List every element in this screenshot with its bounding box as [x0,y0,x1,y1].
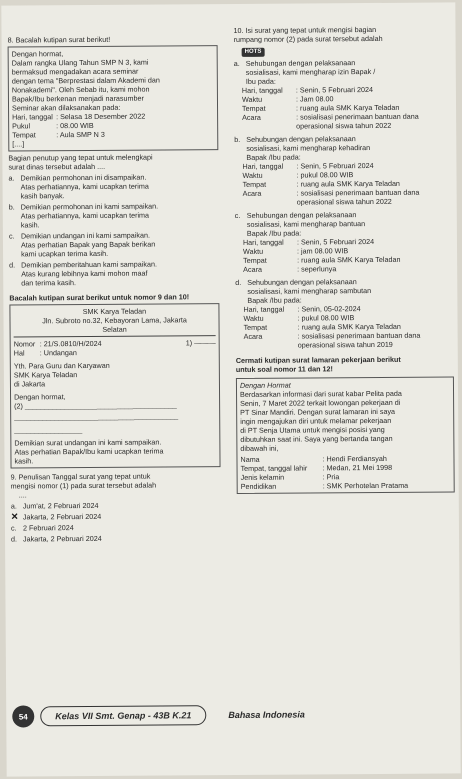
detail-row [241,480,451,490]
option-letter [234,77,246,86]
q9-letter-box [9,303,220,468]
q9-school-name: SMK Karya Teladan [82,306,147,317]
option-details [235,236,453,274]
option-item [11,533,221,543]
option-letter [9,240,21,249]
detail-key: Acara [243,331,263,341]
title-line: Cermati kutipan surat lamaran pekerjaan berikut [235,354,401,365]
q11-title [236,354,454,374]
q9-greeting: Dengan hormat, [14,392,66,402]
letter-line: bermaksud mengadakan acara seminar [11,66,139,77]
detail-key: Tempat [12,130,36,140]
option-text: Atas kurang lebihnya kami mohon maaf [21,268,148,279]
option-text: Atas perhatiannya, kami ucapkan terima [20,210,150,221]
option-details [234,160,452,207]
letter-line: Nonakademi". Oleh Sebab itu, kami mohon [11,84,150,95]
page-number: 54 [12,705,34,727]
detail-value: : ruang aula SMK Karya Teladan [296,178,400,189]
detail-value: : ruang aula SMK Karya Teladan [296,102,400,113]
closing-line: Atas perhatian Bapak/Ibu kami ucapkan terima [14,446,164,457]
question-line: rumpang nomor (2) pada surat tersebut adalah [233,33,383,44]
detail-value: : jam 08.00 WIB [297,246,349,256]
option-letter [234,68,246,77]
option-letter: c. [8,231,15,241]
option-text: sosialisasi, kami mengharap bantuan [246,219,366,229]
option-text: kasih. [20,220,40,230]
q11-letter-box [236,376,455,494]
option-text: kami ucapkan terima kasih. [21,248,109,259]
subject-label: Bahasa Indonesia [228,709,305,721]
detail-row [242,111,452,130]
option-text: sosialisasi, kami mengharap kehadiran [246,143,371,153]
question-line: mengisi nomor (1) pada surat tersebut adalah [10,480,157,491]
detail-key: Hari, tanggal [12,112,53,122]
q8-title: 8. Bacalah kutipan surat berikut! [7,34,111,45]
detail-row [12,129,214,139]
worksheet-page [1,2,460,776]
option-letter [9,249,21,258]
detail-value: : sosialisasi penerimaan bantuan dana operasional siswa tahun 2019 [297,330,421,350]
q11-details [240,453,450,490]
option-letter [235,287,247,296]
option-letter: b. [8,202,15,212]
detail-key: Hari, tanggal [242,161,284,171]
q9-meta [14,338,216,357]
detail-key: Waktu [242,170,263,180]
detail-key: Acara [243,264,262,274]
option-text: sosialisasi, kami mengharap izin Bapak / [245,66,376,77]
detail-key: Tempat [242,179,267,189]
option-text: Jakarta, 2 Pebruari 2024 [23,533,102,544]
q10-title [233,24,451,44]
detail-row [243,187,453,206]
detail-value: : Hendi Ferdiansyah [322,453,387,464]
answer-x-mark: ✕ [10,511,19,522]
title-line: untuk soal nomor 11 dan 12! [235,364,333,374]
q9-address-line-1: Jln. Subroto no.32, Kebayoran Lama, Jakarta [42,315,187,326]
letter-line: Dalam rangka Ulang Tahun SMP N 3, kami [11,57,149,68]
q10-hots-badge-row [234,44,452,57]
q10-options [234,57,454,350]
detail-value: : Medan, 21 Mei 1998 [322,462,393,473]
q9-dots: .... [18,490,27,500]
detail-row [243,263,453,273]
option-text: Bapak /Ibu pada: [246,228,302,238]
detail-value: : Senin, 05-02-2024 [297,304,361,314]
option-letter: c. [10,523,17,533]
q9-header-divider [14,335,216,337]
q9-options [11,500,221,543]
q11-body [240,388,450,452]
detail-key: Waktu [243,246,264,256]
option-letter [9,220,21,229]
detail-key: Hari, tanggal [241,85,283,95]
detail-value: : Senin, 5 Februari 2024 [295,85,374,95]
option-letter [9,191,21,200]
q11-greeting: Dengan Hormat [239,380,291,390]
option-text: sosialisasi, kami mengharap sambutan [247,286,372,296]
option-item [234,57,452,131]
option-letter: a. [8,173,15,183]
option-item [11,511,221,521]
body-line: PT Sinar Mandiri. Dengan surat lamaran ini saya [240,406,396,417]
detail-value: : sosialisasi penerimaan bantuan dana operasional siswa tahun 2022 [296,187,420,207]
hots-badge: HOTS [242,48,265,57]
q8-letter-body [12,48,214,112]
page-footer [12,700,452,729]
body-line: dibutuhkan saat ini. Saya yang bertanda tangan [240,433,393,444]
q9-title: Bacalah kutipan surat berikut untuk nomor 9 dan 10! [9,292,190,303]
letter-line: Seminar akan dilaksanakan pada: [11,102,121,113]
option-letter [234,144,246,153]
letter-line: dengan tema "Berprestasi dalam Akademi dan [11,75,160,86]
detail-value: : Senin, 5 Februari 2024 [296,236,375,247]
option-item [235,276,453,350]
option-details [235,303,453,350]
option-letter [9,269,21,278]
option-letter: a. [10,501,17,511]
option-letter: a. [233,58,240,68]
detail-value: : pukul 08.00 WIB [297,313,355,323]
option-item [8,172,218,200]
option-details [234,84,452,131]
detail-row [244,330,454,349]
body-line: di PT Senja Utama untuk mengisi posisi yang [240,424,385,435]
q9-blank-2: (2) ______________________________________ [14,400,177,411]
option-item [11,522,221,532]
body-line: dibawah ini, [240,443,279,453]
detail-value: : sosialisasi penerimaan bantuan dana operasional siswa tahun 2022 [296,111,419,131]
option-letter: d. [235,277,242,287]
option-text: Demikian pemberitahuan kami sampaikan. [21,259,157,270]
right-column [233,24,456,716]
option-text: kasih banyak. [20,191,65,201]
closing-line: kasih. [14,456,34,466]
option-letter: d. [9,260,16,270]
meta-key: Hal [13,348,25,358]
option-line [9,190,219,200]
detail-value: : Pria [322,472,340,482]
recipient-line: SMK Karya Teladan [13,370,78,380]
detail-value: : SMK Perhotelan Pratama [322,480,409,491]
option-text: Atas perhatiannya, kami ucapkan terima [20,181,149,192]
option-text: Demikian permohonan ini kami sampaikan. [20,201,159,212]
q8-options [8,172,219,287]
option-letter: b. [234,134,241,144]
question-line: 10. Isi surat yang tepat untuk mengisi bagian [233,24,377,35]
meta-value: : 21/S.0810/H/2024 [39,338,102,349]
detail-key: Hari, tanggal [242,237,284,247]
option-item [11,500,221,510]
meta-key: Nomor [13,339,36,349]
detail-key: Hari, tanggal [243,304,285,314]
detail-key: Pukul [12,121,31,131]
date-blank-1: 1) ——— [185,338,216,348]
detail-value: : Aula SMP N 3 [56,129,105,140]
option-text: Demikian permohonan ini disampaikan. [20,172,147,183]
option-text: Jakarta, 2 Februari 2024 [22,511,102,522]
q8-details [12,111,214,139]
option-text: Ibu pada: [245,76,276,86]
option-text: Sehubungan dengan pelaksanaan [246,210,357,220]
q9-recipient [14,360,216,388]
q9-blank-line-2: _________________ [14,425,83,435]
book-label: Kelas VII Smt. Genap - 43B K.21 [40,705,206,726]
left-column [8,34,223,725]
q8-question [8,152,218,171]
option-text: dan terima kasih. [21,278,77,288]
option-item [9,259,219,287]
option-text: Bapak /Ibu pada: [247,295,302,305]
option-letter [235,296,247,305]
option-text: Demikian undangan ini kami sampaikan. [20,230,150,241]
option-text: Sehubungan dengan pelaksanaan [246,134,356,144]
q9-question [11,471,221,490]
detail-key: Tempat, tanggal lahir [240,463,308,473]
option-item [9,201,219,229]
detail-value: : ruang aula SMK Karya Teladan [297,321,401,332]
option-letter [235,220,247,229]
q9-address-line-2: Selatan [102,324,127,334]
meta-value: : Undangan [39,348,77,358]
option-text: Atas perhatian Bapak yang Bapak berikan [20,239,156,250]
letter-line: Dengan hormat, [11,49,64,59]
option-line [9,277,219,287]
detail-key: Waktu [241,94,263,104]
question-line: 9. Penulisan Tanggal surat yang tepat untuk [10,471,151,482]
option-text: Jum'at, 2 Februari 2024 [22,500,99,511]
detail-key: Tempat [243,255,267,265]
option-letter [9,211,21,220]
option-item [9,230,219,258]
closing-line: Demikian surat undangan ini kami sampaikan. [14,437,162,448]
q9-blank-line: _________________________________________ [14,411,179,422]
letter-line: Bapak/Ibu berkenan menjadi narasumber [11,93,144,104]
detail-key: Nama [240,454,260,464]
body-line: Berdasarkan informasi dari surat kabar Pelita pada [240,388,402,399]
body-line: Senin, 7 Maret 2022 terkait lowongan pekerjaan di [240,397,401,408]
detail-value: : Selasa 18 Desember 2022 [56,111,146,122]
detail-key: Waktu [243,313,264,323]
option-letter [9,278,21,287]
body-line: ingin mengajukan diri untuk melamar pekerjaan [240,415,392,426]
option-text: Sehubungan dengan pelaksanaan [245,58,356,68]
option-letter: c. [234,210,241,220]
option-letter [235,229,247,238]
recipient-line: Yth. Para Guru dan Karyawan [13,360,110,371]
detail-value: : Jam 08.00 [295,94,334,104]
detail-key: Tempat [243,322,268,332]
detail-value: : ruang aula SMK Karya Teladan [297,254,401,265]
detail-key: Pendidikan [240,481,277,491]
detail-value: : Senin, 5 Februari 2024 [296,160,374,171]
option-letter [9,182,21,191]
detail-value: : 08.00 WIB [56,120,94,131]
option-letter: d. [11,534,18,544]
option-line [9,219,219,229]
detail-value: : seperlunya [297,264,337,274]
question-line: surat dinas tersebut adalah .... [8,161,106,172]
option-line [9,248,219,258]
recipient-line: di Jakarta [13,379,46,389]
detail-key: Jenis kelamin [240,472,285,482]
q8-letter-box [8,45,219,151]
option-item [234,133,452,207]
meta-row [14,347,216,357]
q8-ellipsis: [....] [12,139,25,149]
option-text: 2 Februari 2024 [22,523,74,533]
detail-key: Acara [242,188,262,198]
option-letter [234,153,246,162]
option-item [235,209,453,274]
detail-key: Tempat [242,103,266,113]
question-line: Bagian penutup yang tepat untuk melengkapi [8,152,153,163]
q9-closing [14,437,216,465]
option-text: Sehubungan dengan pelaksanaan [247,277,357,287]
detail-value: : pukul 08.00 WIB [296,170,354,180]
option-text: Bapak /Ibu pada: [246,152,301,162]
detail-key: Acara [242,112,261,122]
